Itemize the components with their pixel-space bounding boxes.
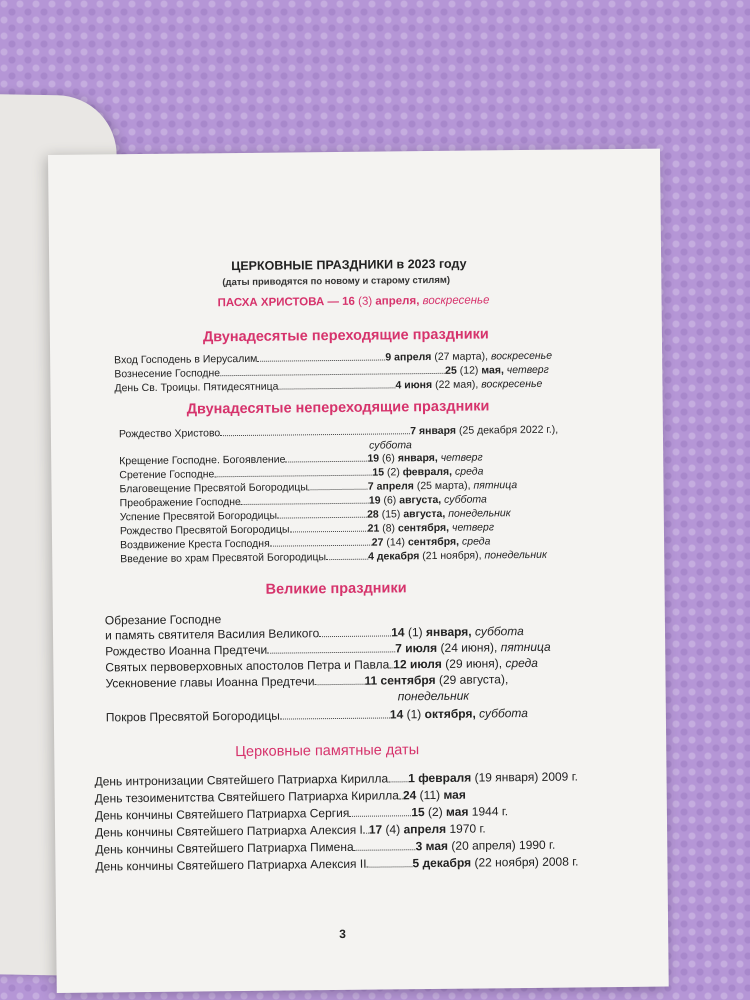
list-item: День кончины Святейшего Патриарха Алексия I 17 (4) апреля 1970 г.: [95, 821, 486, 840]
list-item: День Св. Троицы. Пятидесятница 4 июня (22 мая), воскресенье: [114, 377, 543, 395]
list-item: Воздвижение Креста Господня 27 (14) сентября, среда: [120, 535, 491, 552]
list-item: Святых первоверховных апостолов Петра и Павла 12 июля (29 июня), среда: [105, 655, 539, 675]
pascha-line: [217, 294, 489, 309]
booklet-page: [48, 149, 669, 993]
list-item: Успение Пресвятой Богородицы 28 (15) августа, понедельник: [119, 507, 511, 524]
pascha-month: апреля,: [375, 295, 420, 308]
page-number: 3: [339, 926, 346, 941]
list-item: Благовещение Пресвятой Богородицы 7 апреля (25 марта), пятница: [119, 479, 518, 496]
list-item: и память святителя Василия Великого 14 (1) января, суббота: [104, 624, 524, 643]
list-item: День кончины Святейшего Патриарха Сергия 15 (2) мая 1944 г.: [94, 804, 509, 823]
list-item: День кончины Святейшего Патриарха Пимена 3 мая (20 апреля) 1990 г.: [95, 837, 556, 857]
list-item: Введение во храм Пресвятой Богородицы 4 декабря (21 ноября), понедельник: [120, 548, 547, 566]
list-item: Вознесение Господне 25 (12) мая, четверг: [114, 363, 549, 381]
list-item-line1: Обрезание Господне: [104, 612, 222, 628]
pascha-old-date: (3): [358, 295, 373, 308]
list-item: Усекновение главы Иоанна Предтечи 11 сентября (29 августа),: [105, 672, 509, 691]
pascha-weekday: воскресенье: [422, 294, 490, 308]
section-title-moving: Двунадесятые переходящие праздники: [202, 326, 489, 346]
list-item: День интронизации Святейшего Патриарха Кирилла 1 февраля (19 января) 2009 г.: [94, 769, 578, 789]
list-item-weekday: суббота: [368, 439, 412, 452]
page-subtitle: (даты приводятся по новому и старому стилям): [222, 274, 451, 289]
list-item: Рождество Пресвятой Богородицы 21 (8) сентября, четверг: [119, 521, 495, 538]
list-item: Преображение Господне 19 (6) августа, суббота: [119, 493, 487, 510]
list-item: Вход Господень в Иерусалим 9 апреля (27 марта), воскресенье: [114, 349, 553, 367]
list-item: Покров Пресвятой Богородицы 14 (1) октября, суббота: [105, 706, 529, 725]
list-item: Рождество Иоанна Предтечи 7 июля (24 июня), пятница: [105, 639, 551, 659]
list-item: День тезоименитства Святейшего Патриарха Кирилла 24 (11) мая: [94, 787, 466, 806]
list-item: Крещение Господне. Богоявление 19 (6) января, четверг: [119, 451, 483, 468]
page-title: ЦЕРКОВНЫЕ ПРАЗДНИКИ в 2023 году: [231, 256, 467, 274]
list-item: Рождество Христово 7 января (25 декабря 2022 г.),: [118, 423, 559, 441]
section-title-memorial: Церковные памятные даты: [235, 742, 420, 761]
section-title-great: Великие праздники: [265, 580, 407, 598]
list-item: День кончины Святейшего Патриарха Алексия II 5 декабря (22 ноября) 2008 г.: [95, 854, 579, 874]
pascha-name: ПАСХА ХРИСТОВА — 16: [217, 295, 355, 310]
list-item: Сретение Господне 15 (2) февраля, среда: [119, 465, 484, 482]
list-item-weekday: понедельник: [397, 688, 470, 704]
section-title-fixed: Двунадесятые непереходящие праздники: [186, 398, 490, 418]
